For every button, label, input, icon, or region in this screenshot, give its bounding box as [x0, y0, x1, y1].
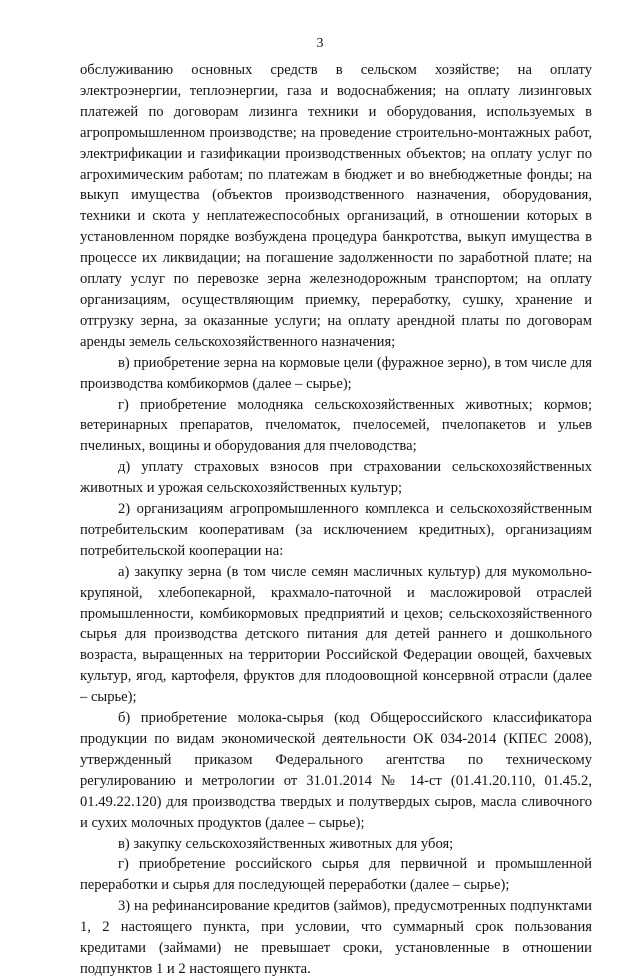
- paragraph: а) закупку зерна (в том числе семян масличных культур) для мукомольно-крупяной, хлебопекарной, крахмало-паточной и масложировой отраслей промышленности, комбикормовых предприятий и цехов; сельскохозяйственного сырья для производства детского питания для детей раннего и дошкольного возраста, выращенных на территории Российской Федерации овощей, бахчевых культур, ягод, картофеля, фруктов для плодоовощной консервной отрасли (далее – сырье);: [80, 563, 592, 706]
- document-body: [80, 60, 592, 980]
- paragraph: в) закупку сельскохозяйственных животных для убоя;: [118, 835, 454, 852]
- paragraph: г) приобретение молодняка сельскохозяйственных животных; кормов; ветеринарных препаратов, пчеломаток, пчелосемей, пчелопакетов и ульев пчелиных, вощины и оборудования для пчеловодства;: [80, 396, 592, 455]
- paragraph: д) уплату страховых взносов при страховании сельскохозяйственных животных и урожая сельскохозяйственных культур;: [80, 459, 592, 497]
- paragraph: в) приобретение зерна на кормовые цели (фуражное зерно), в том числе для производства комбикормов (далее – сырье);: [80, 354, 592, 392]
- paragraph: 2) организациям агропромышленного комплекса и сельскохозяйственным потребительским кооперативам (за исключением кредитных), организациям потребительской кооперации на:: [80, 501, 592, 559]
- page-number: 3: [316, 36, 324, 51]
- paragraph: обслуживанию основных средств в сельском хозяйстве; на оплату электроэнергии, теплоэнергии, газа и водоснабжения; на оплату лизинговых платежей по договорам лизинга техники и оборудования, используемых в агропромышленном производстве; на проведение строительно-монтажных работ, электрификации и газификации производственных объектов; на оплату услуг по агрохимическим работам; по платежам в бюджет и во внебюджетные фонды; на выкуп имущества (объектов производственного назначения, оборудования, техники и скота у неплатежеспособных организаций, в отношении которых в установленном порядке возбуждена процедура банкротства, выкуп имущества в процессе их ликвидации; на погашение задолженности по заработной плате; на оплату услуг по перевозке зерна железнодорожным транспортом; на оплату организациям, осуществляющим приемку, переработку, сушку, хранение и отгрузку зерна, за оказанные услуги; на оплату арендной платы по договорам аренды земель сельскохозяйственного назначения;: [80, 62, 592, 350]
- paragraph: 3) на рефинансирование кредитов (займов), предусмотренных подпунктами 1, 2 настоящего пункта, при условии, что суммарный срок пользования кредитами (займами) не превышает сроки, установленные в отношении подпунктов 1 и 2 настоящего пункта.: [80, 898, 592, 977]
- paragraph: б) приобретение молока-сырья (код Общероссийского классификатора продукции по видам экономической деятельности ОК 034-2014 (КПЕС 2008), утвержденный приказом Федерального агентства по техническому регулированию и метрологии от 31.01.2014 № 14-ст (01.41.20.110, 01.45.2, 01.49.22.120) для производства твердых и полутвердых сыров, масла сливочного и сухих молочных продуктов (далее – сырье);: [80, 710, 592, 831]
- paragraph: г) приобретение российского сырья для первичной и промышленной переработки и сырья для последующей переработки (далее – сырье);: [80, 856, 592, 894]
